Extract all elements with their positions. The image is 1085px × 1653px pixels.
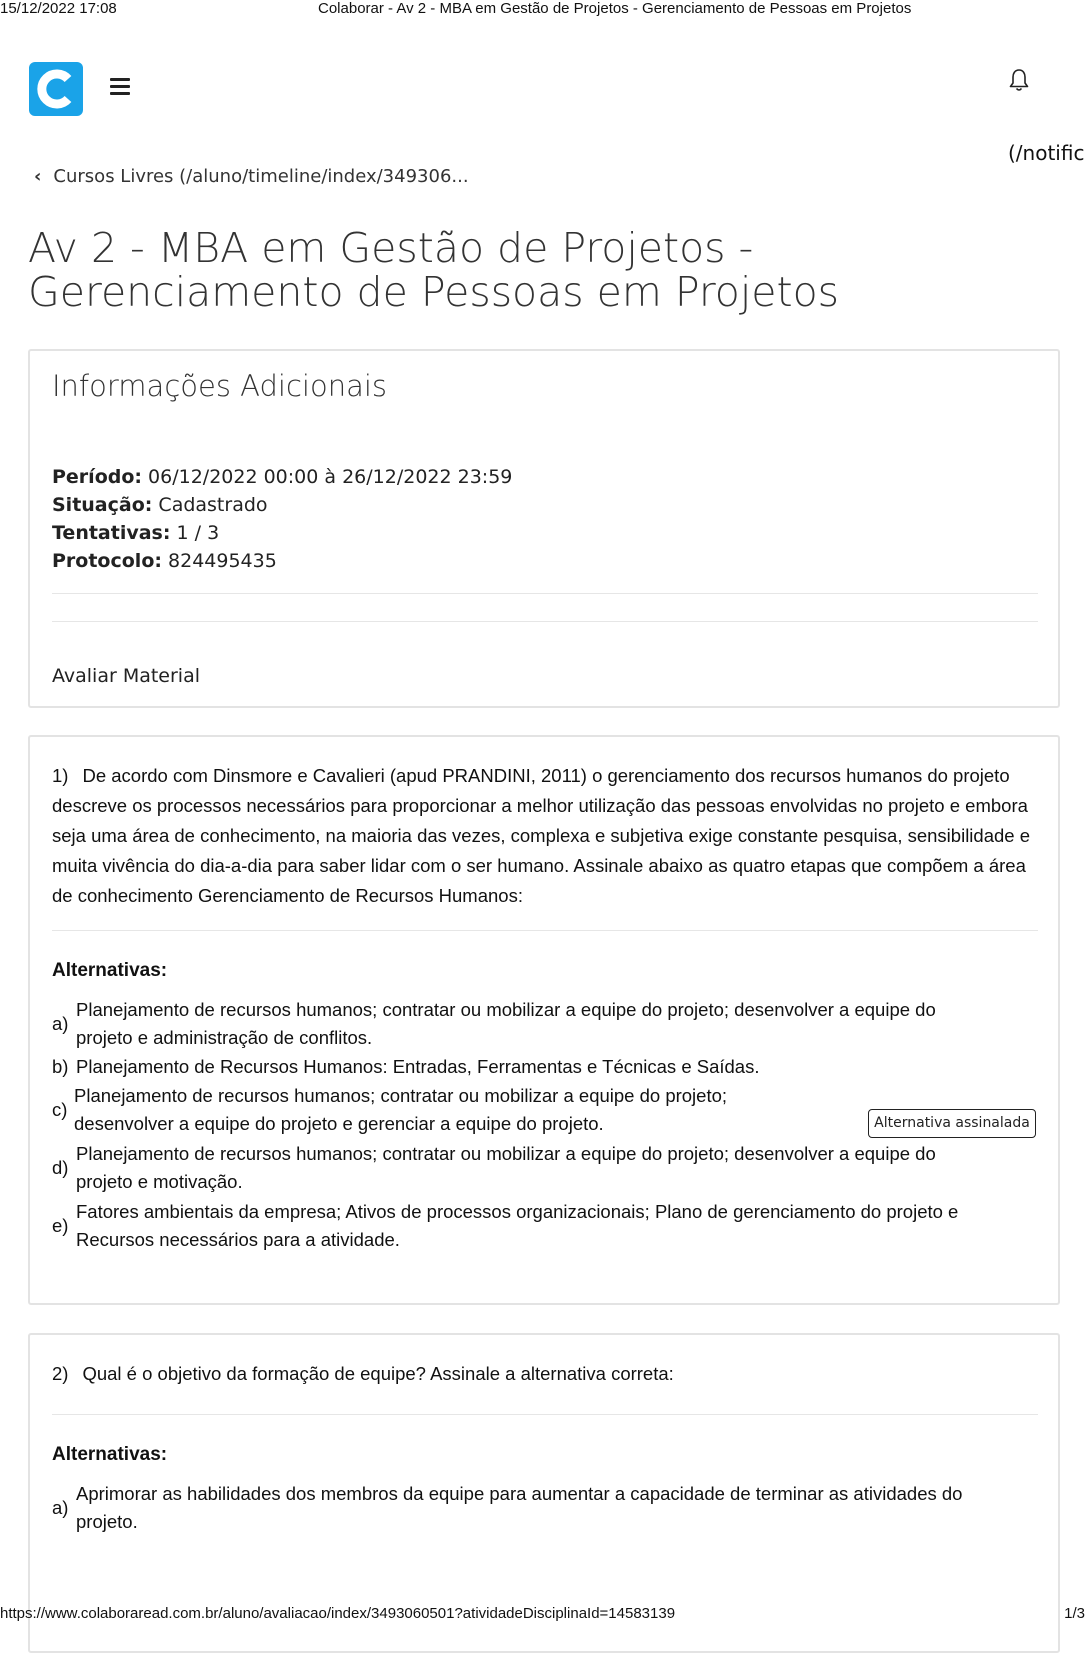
info-heading: Informações Adicionais xyxy=(52,369,388,403)
periodo-value: 06/12/2022 00:00 à 26/12/2022 23:59 xyxy=(148,466,513,488)
alternative-a[interactable] xyxy=(52,996,1042,1052)
alternative-line: Planejamento de recursos humanos; contratar ou mobilizar a equipe do projeto; desenvolver a equipe do xyxy=(76,999,936,1020)
bell-icon[interactable] xyxy=(1008,68,1030,92)
divider xyxy=(52,930,1038,931)
question-number: 1) xyxy=(52,765,69,786)
question-text xyxy=(52,761,1042,911)
tentativas-value: 1 / 3 xyxy=(176,522,220,544)
protocolo-value: 824495435 xyxy=(168,550,277,572)
protocolo-label: Protocolo: xyxy=(52,550,162,572)
alternative-line: Planejamento de recursos humanos; contratar ou mobilizar a equipe do projeto; xyxy=(74,1085,728,1106)
alternative-line: desenvolver a equipe do projeto e gerenciar a equipe do projeto. xyxy=(74,1113,604,1134)
alternative-d[interactable] xyxy=(52,1140,1042,1196)
breadcrumb-label: Cursos Livres (/aluno/timeline/index/349306... xyxy=(53,166,469,187)
divider xyxy=(52,621,1038,622)
alternative-e[interactable] xyxy=(52,1198,1042,1254)
alternative-line: Aprimorar as habilidades dos membros da equipe para aumentar a capacidade de terminar as atividades do xyxy=(76,1483,963,1504)
rate-material-link[interactable]: Avaliar Material xyxy=(52,665,201,687)
info-card xyxy=(28,349,1060,708)
alternatives-heading: Alternativas: xyxy=(52,1444,168,1465)
question-text xyxy=(52,1359,1042,1389)
page-title: Av 2 - MBA em Gestão de Projetos - Gerenciamento de Pessoas em Projetos xyxy=(28,224,840,316)
periodo-label: Período: xyxy=(52,466,142,488)
alternative-letter: a) xyxy=(52,1013,69,1034)
divider xyxy=(52,1414,1038,1415)
alternative-b[interactable] xyxy=(52,1053,1042,1081)
info-details xyxy=(52,463,512,575)
print-url: https://www.colaboraread.com.br/aluno/avaliacao/index/3493060501?atividadeDisciplinaId=14583139 xyxy=(0,1605,676,1622)
notifications-link[interactable]: (/notific xyxy=(1008,141,1085,165)
alternative-letter: c) xyxy=(52,1099,68,1120)
divider xyxy=(52,593,1038,594)
breadcrumb[interactable] xyxy=(34,166,469,187)
selected-alternative-badge: Alternativa assinalada xyxy=(868,1109,1036,1138)
alternative-letter: a) xyxy=(52,1497,69,1518)
situacao-value: Cadastrado xyxy=(158,494,268,516)
menu-icon[interactable] xyxy=(110,78,132,96)
print-page-number: 1/3 xyxy=(1064,1605,1085,1622)
question-card xyxy=(28,735,1060,1305)
alternative-line: Recursos necessários para a atividade. xyxy=(76,1229,400,1250)
print-datetime: 15/12/2022 17:08 xyxy=(0,0,117,17)
alternative-letter: e) xyxy=(52,1215,69,1236)
alternative-line: projeto e administração de conflitos. xyxy=(76,1027,373,1048)
print-header xyxy=(0,0,1085,18)
alternative-a[interactable] xyxy=(52,1480,1042,1536)
tentativas-label: Tentativas: xyxy=(52,522,171,544)
alternative-line: Fatores ambientais da empresa; Ativos de processos organizacionais; Plano de gerenciamento do projeto e xyxy=(76,1201,959,1222)
alternatives-heading: Alternativas: xyxy=(52,960,168,981)
alternative-letter: b) xyxy=(52,1056,69,1077)
alternative-line: projeto e motivação. xyxy=(76,1171,243,1192)
question-number: 2) xyxy=(52,1363,69,1384)
alternative-line: projeto. xyxy=(76,1511,138,1532)
print-document-title: Colaborar - Av 2 - MBA em Gestão de Projetos - Gerenciamento de Pessoas em Projetos xyxy=(318,0,912,17)
question-statement: Qual é o objetivo da formação de equipe? Assinale a alternativa correta: xyxy=(82,1363,674,1384)
alternative-line: Planejamento de Recursos Humanos: Entradas, Ferramentas e Técnicas e Saídas. xyxy=(76,1056,760,1077)
question-statement: De acordo com Dinsmore e Cavalieri (apud PRANDINI, 2011) o gerenciamento dos recursos humanos do projeto descreve os processos necessários para proporcionar a melhor utilização das pessoas envolvidas no projeto e embora seja uma área de conhecimento, na maioria das vezes, complexa e subjetiva exige constante pesquisa, sensibilidade e muita vivência do dia-a-dia para saber lidar com o ser humano. Assinale abaixo as quatro etapas que compõem a área de conhecimento Gerenciamento de Recursos Humanos: xyxy=(52,765,1030,906)
situacao-label: Situação: xyxy=(52,494,153,516)
colaborar-logo[interactable] xyxy=(29,62,83,116)
alternative-letter: d) xyxy=(52,1157,69,1178)
alternative-line: Planejamento de recursos humanos; contratar ou mobilizar a equipe do projeto; desenvolver a equipe do xyxy=(76,1143,936,1164)
chevron-left-icon: ‹ xyxy=(34,166,42,187)
